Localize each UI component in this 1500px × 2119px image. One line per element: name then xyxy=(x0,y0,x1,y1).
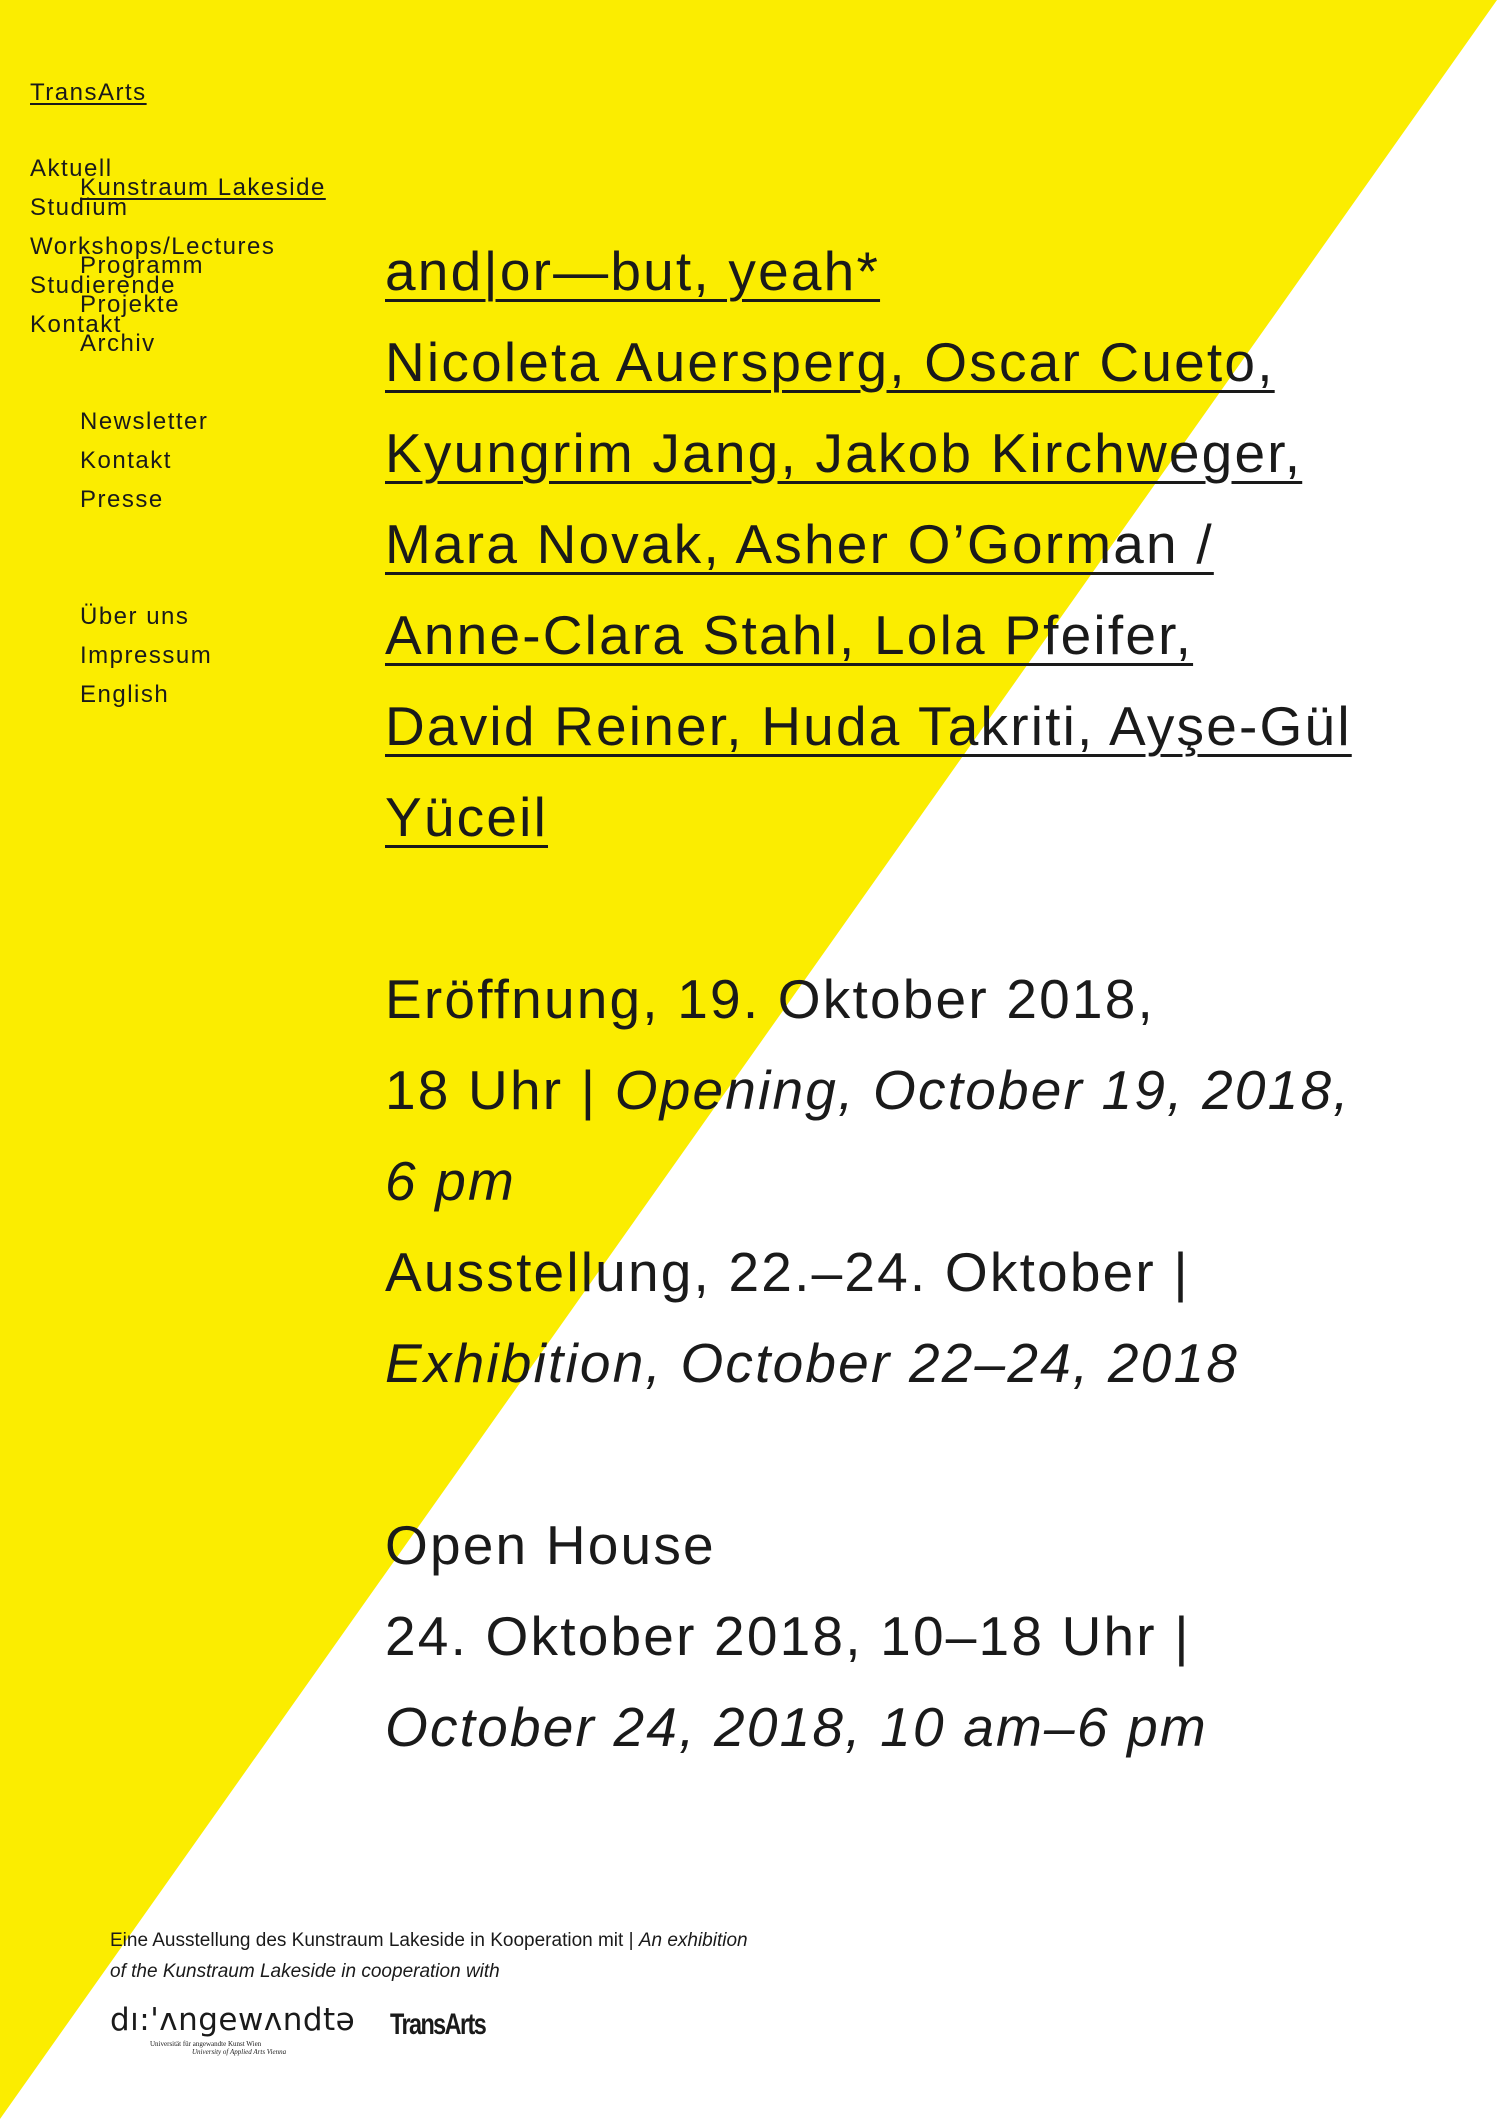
event-title: and|or—but, yeah* xyxy=(385,240,881,302)
artists-line: Yüceil xyxy=(385,786,548,848)
sub-nav-newsletter[interactable]: Newsletter xyxy=(80,408,209,435)
event-title-link[interactable] xyxy=(385,226,1352,863)
event-title-line xyxy=(385,226,1352,317)
artists-line: Nicoleta Auersperg, Oscar Cueto, xyxy=(385,331,1275,393)
nav-workshops-lectures[interactable]: Workshops/Lectures xyxy=(30,233,276,260)
sub-nav-english[interactable]: English xyxy=(80,681,170,708)
artists-line: Kyungrim Jang, Jakob Kirchweger, xyxy=(385,422,1303,484)
sub-nav-kunstraum-lakeside[interactable]: Kunstraum Lakeside xyxy=(80,174,326,201)
nav-studium[interactable]: Studium xyxy=(30,194,129,221)
exhibition-de: Ausstellung, 22.–24. Oktober | xyxy=(385,1241,1190,1303)
artists-line: David Reiner, Huda Takriti, Ayşe-Gül xyxy=(385,695,1352,757)
nav-studierende[interactable]: Studierende xyxy=(30,272,176,299)
sub-nav-programm[interactable]: Programm xyxy=(80,252,205,279)
transarts-home-link[interactable]: TransArts xyxy=(30,79,147,106)
opening-en-time: 6 pm xyxy=(385,1150,517,1212)
sub-nav-kontakt[interactable]: Kontakt xyxy=(80,447,172,474)
sub-nav-impressum[interactable]: Impressum xyxy=(80,642,213,669)
artists-line: Anne-Clara Stahl, Lola Pfeifer, xyxy=(385,604,1194,666)
sub-nav-archiv[interactable]: Archiv xyxy=(80,330,156,357)
sub-nav-presse[interactable]: Presse xyxy=(80,486,164,513)
open-house-en: October 24, 2018, 10 am–6 pm xyxy=(385,1696,1208,1758)
opening-de: Eröffnung, 19. Oktober 2018, xyxy=(385,968,1155,1030)
open-house-de: 24. Oktober 2018, 10–18 Uhr | xyxy=(385,1605,1191,1667)
sub-nav-ueber-uns[interactable]: Über uns xyxy=(80,603,190,630)
opening-en: Opening, October 19, 2018, xyxy=(614,1059,1351,1121)
sub-nav xyxy=(80,168,326,714)
transarts-logo: TransArts xyxy=(390,2008,486,2041)
angewandte-logo-text: dı:'ʌngewʌndtə xyxy=(110,2002,356,2038)
event-content xyxy=(385,226,1352,1773)
angewandte-logo: dı:'ʌngewʌndtə Universität für angewandte Kunst Wien University of Applied Arts Vienna xyxy=(110,2002,356,2056)
exhibition-en: Exhibition, October 22–24, 2018 xyxy=(385,1332,1240,1394)
open-house-title: Open House xyxy=(385,1514,716,1576)
footer-credit: Eine Ausstellung des Kunstraum Lakeside in Kooperation mit | An exhibition of the Kunstraum Lakeside in cooperation with xyxy=(110,1930,748,1982)
opening-line-2: 18 Uhr | Opening, October 19, 2018, xyxy=(385,1059,1351,1121)
sub-nav-projekte[interactable]: Projekte xyxy=(80,291,181,318)
nav-aktuell[interactable]: Aktuell xyxy=(30,155,113,182)
artists-line: Mara Novak, Asher O’Gorman / xyxy=(385,513,1214,575)
nav-kontakt[interactable]: Kontakt xyxy=(30,311,122,338)
